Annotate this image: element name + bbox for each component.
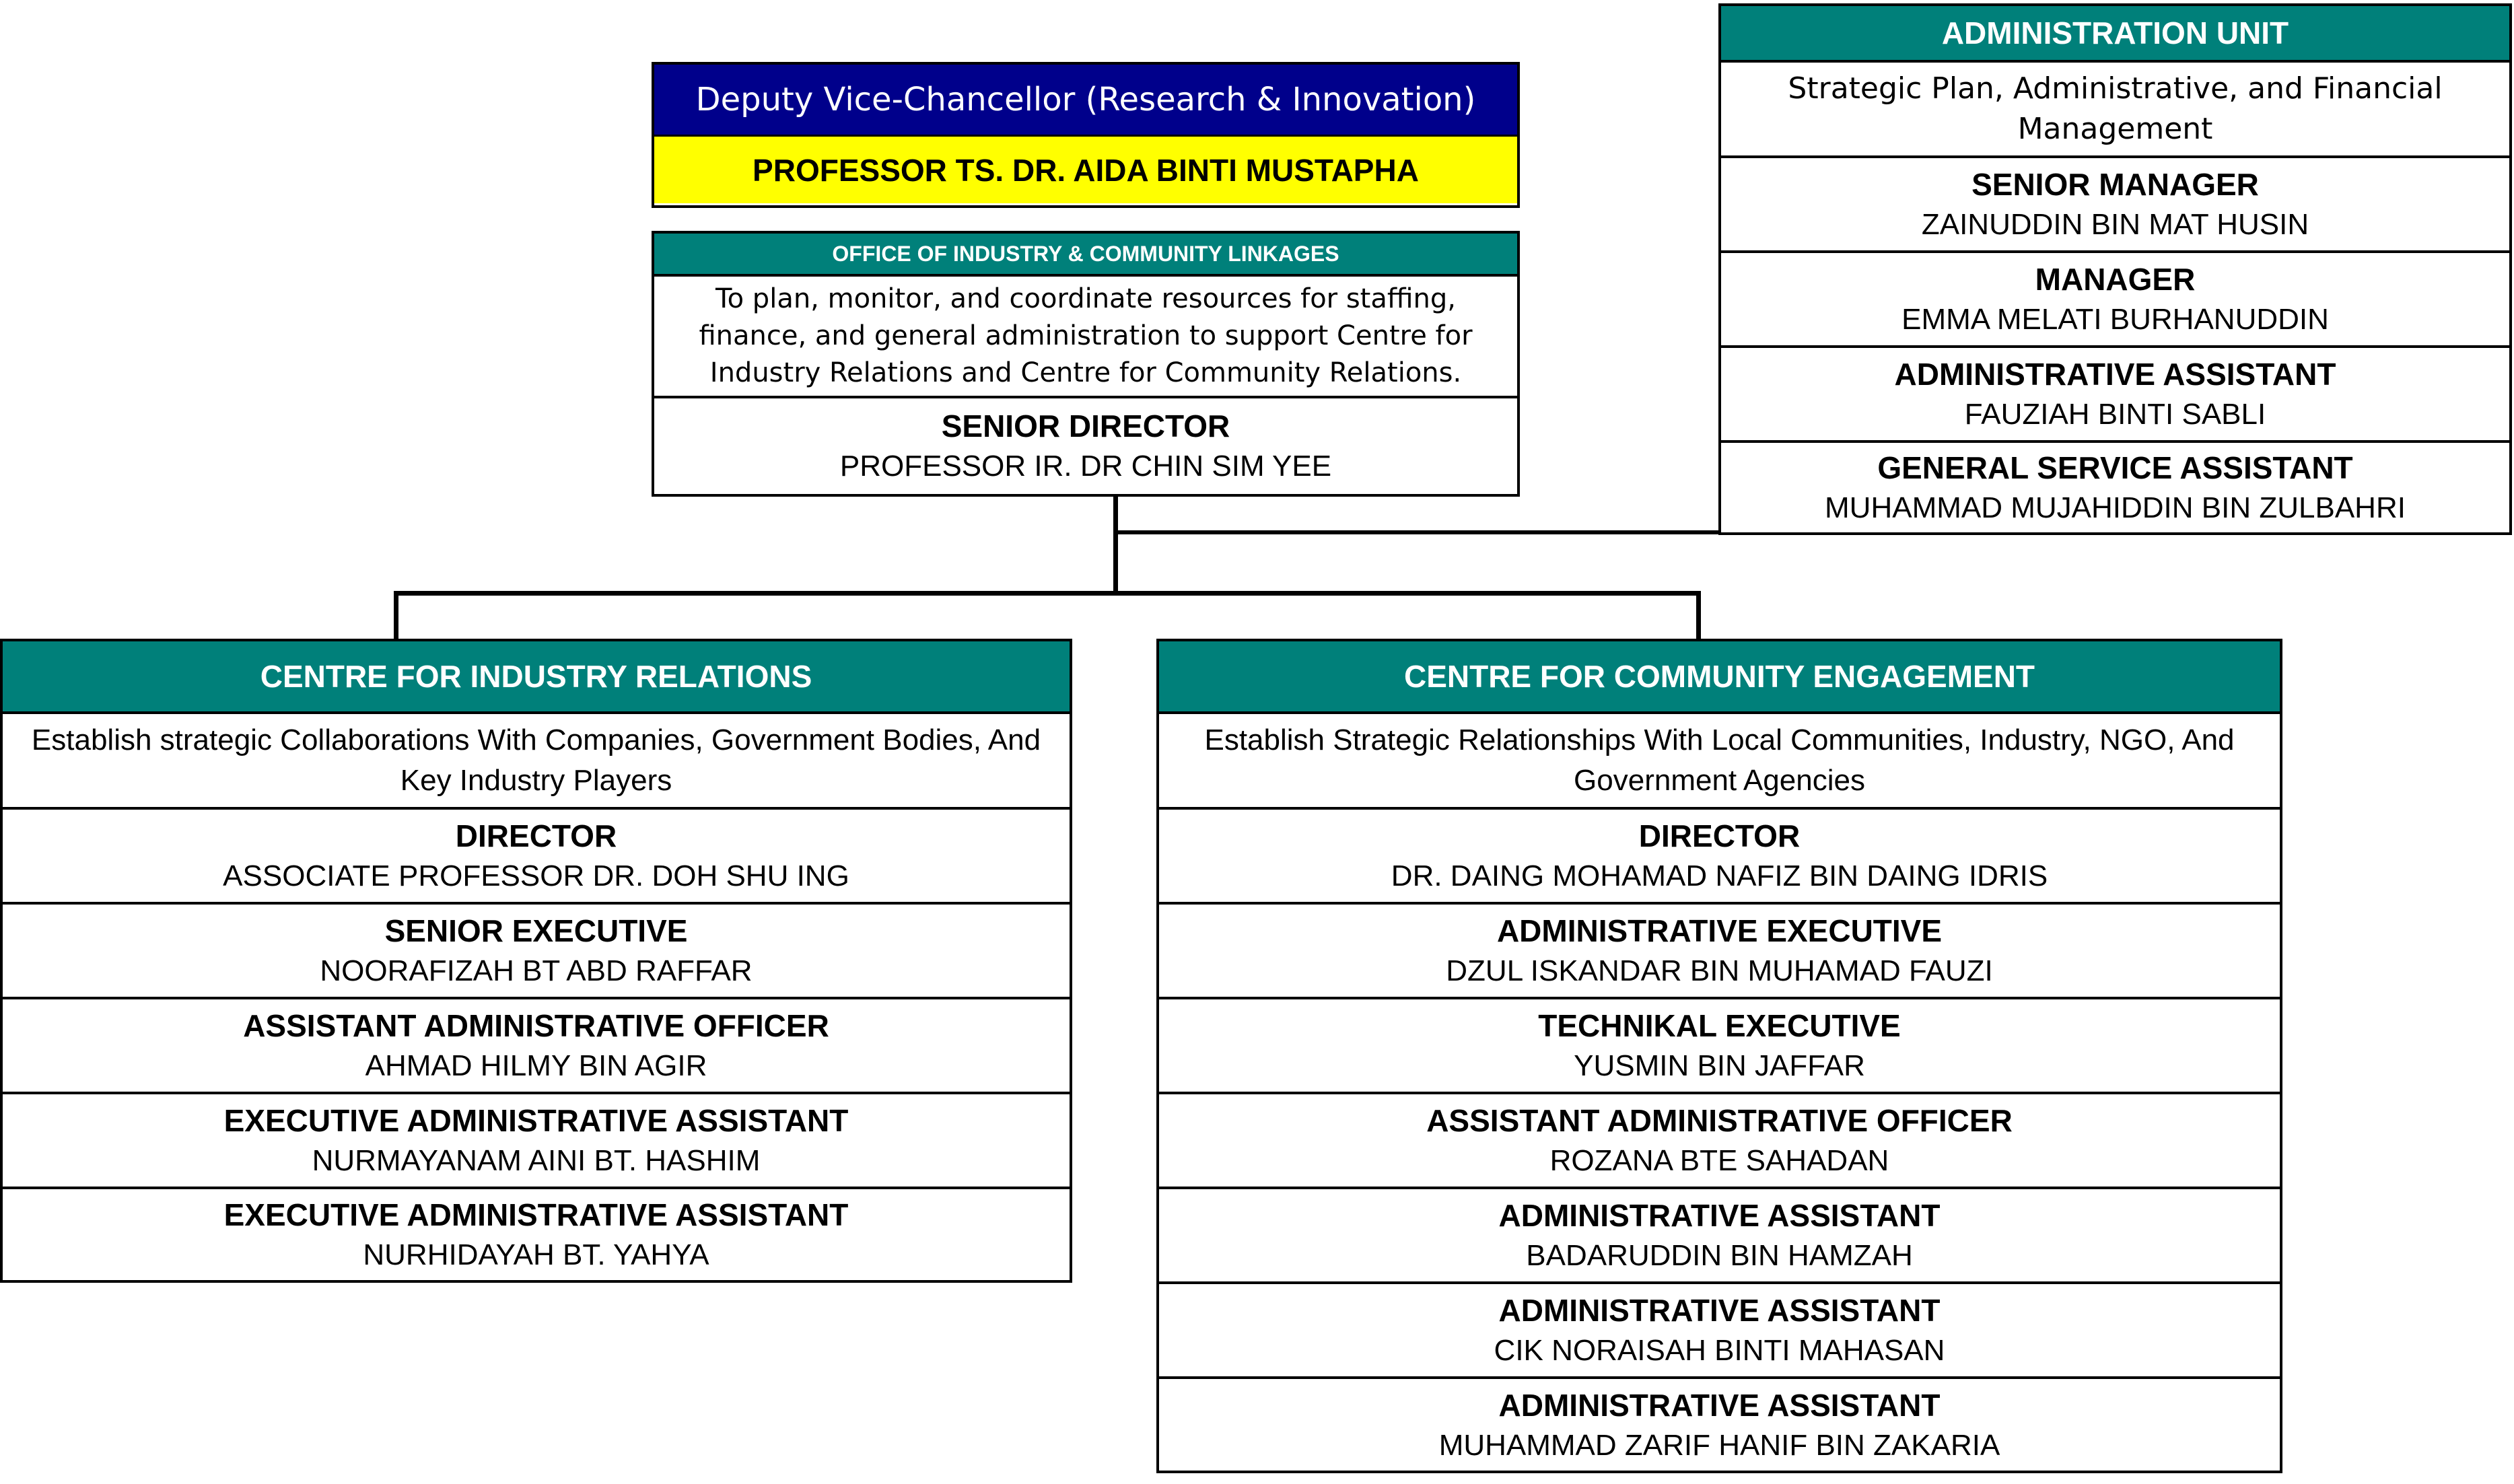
connector-office-down <box>1113 495 1118 593</box>
connector-community <box>1696 591 1701 639</box>
community-centre-description: Establish Strategic Relationships With Local Communities, Industry, NGO, And Government Agencies <box>1159 714 2280 810</box>
community-staff-row <box>1159 1379 2280 1471</box>
staff-role: ADMINISTRATIVE ASSISTANT <box>1498 1197 1941 1233</box>
staff-name: MUHAMMAD MUJAHIDDIN BIN ZULBAHRI <box>1825 491 2406 524</box>
office-box <box>652 231 1520 497</box>
connector-industry <box>394 591 398 639</box>
community-staff-row <box>1159 1284 2280 1379</box>
dvc-box <box>652 62 1520 208</box>
admin-staff-row <box>1721 443 2509 532</box>
staff-role: ADMINISTRATIVE ASSISTANT <box>1498 1387 1941 1423</box>
office-description: To plan, monitor, and coordinate resources for staffing, finance, and general administration to support Centre for Industry Relations and Centre for Community Relations. <box>654 277 1517 398</box>
industry-centre-title: CENTRE FOR INDUSTRY RELATIONS <box>3 641 1070 714</box>
admin-staff-row <box>1721 158 2509 253</box>
dvc-name: PROFESSOR TS. DR. AIDA BINTI MUSTAPHA <box>654 137 1517 203</box>
community-staff-row <box>1159 999 2280 1094</box>
staff-role: GENERAL SERVICE ASSISTANT <box>1877 450 2353 485</box>
staff-role: ADMINISTRATIVE ASSISTANT <box>1894 356 2336 392</box>
admin-unit-title: ADMINISTRATION UNIT <box>1721 6 2509 63</box>
staff-name: DR. DAING MOHAMAD NAFIZ BIN DAING IDRIS <box>1391 859 2048 892</box>
office-head <box>654 398 1517 494</box>
staff-role: ADMINISTRATIVE EXECUTIVE <box>1496 913 1943 948</box>
staff-role: EXECUTIVE ADMINISTRATIVE ASSISTANT <box>223 1102 849 1138</box>
admin-unit-description: Strategic Plan, Administrative, and Financial Management <box>1721 63 2509 158</box>
office-role: SENIOR DIRECTOR <box>941 409 1230 444</box>
staff-name: CIK NORAISAH BINTI MAHASAN <box>1494 1333 1945 1367</box>
industry-staff-row <box>3 810 1070 905</box>
office-title: OFFICE OF INDUSTRY & COMMUNITY LINKAGES <box>654 234 1517 277</box>
connector-to-admin <box>1113 530 1739 534</box>
industry-centre-description: Establish strategic Collaborations With Companies, Government Bodies, And Key Industry Players <box>3 714 1070 810</box>
staff-name: FAUZIAH BINTI SABLI <box>1964 397 2266 431</box>
connector-horizontal <box>394 591 1701 596</box>
community-staff-row <box>1159 905 2280 999</box>
staff-role: SENIOR EXECUTIVE <box>384 913 688 948</box>
community-centre-box <box>1156 639 2282 1473</box>
staff-role: ASSISTANT ADMINISTRATIVE OFFICER <box>243 1008 829 1043</box>
staff-role: EXECUTIVE ADMINISTRATIVE ASSISTANT <box>223 1197 849 1232</box>
community-centre-title: CENTRE FOR COMMUNITY ENGAGEMENT <box>1159 641 2280 714</box>
admin-unit-box <box>1718 3 2512 535</box>
industry-staff-row <box>3 999 1070 1094</box>
staff-name: BADARUDDIN BIN HAMZAH <box>1526 1238 1913 1272</box>
staff-name: NURMAYANAM AINI BT. HASHIM <box>312 1143 761 1177</box>
industry-staff-row <box>3 1094 1070 1189</box>
staff-name: EMMA MELATI BURHANUDDIN <box>1901 302 2329 336</box>
staff-name: MUHAMMAD ZARIF HANIF BIN ZAKARIA <box>1438 1428 2000 1462</box>
staff-role: MANAGER <box>2035 261 2196 297</box>
industry-staff-row <box>3 905 1070 999</box>
staff-role: DIRECTOR <box>1638 818 1801 853</box>
staff-name: AHMAD HILMY BIN AGIR <box>365 1049 707 1082</box>
community-staff-row <box>1159 810 2280 905</box>
staff-name: ZAINUDDIN BIN MAT HUSIN <box>1921 207 2309 241</box>
staff-role: SENIOR MANAGER <box>1971 166 2259 202</box>
office-name: PROFESSOR IR. DR CHIN SIM YEE <box>839 450 1332 483</box>
staff-name: ROZANA BTE SAHADAN <box>1549 1143 1889 1177</box>
staff-role: ADMINISTRATIVE ASSISTANT <box>1498 1292 1941 1328</box>
industry-centre-box <box>0 639 1072 1283</box>
staff-name: ASSOCIATE PROFESSOR DR. DOH SHU ING <box>223 859 849 892</box>
staff-role: TECHNIKAL EXECUTIVE <box>1538 1008 1901 1043</box>
staff-role: DIRECTOR <box>455 818 617 853</box>
staff-name: NOORAFIZAH BT ABD RAFFAR <box>320 954 753 987</box>
community-staff-row <box>1159 1189 2280 1284</box>
community-staff-row <box>1159 1094 2280 1189</box>
dvc-title: Deputy Vice-Chancellor (Research & Innovation) <box>654 65 1517 137</box>
staff-name: NURHIDAYAH BT. YAHYA <box>363 1238 709 1271</box>
staff-role: ASSISTANT ADMINISTRATIVE OFFICER <box>1426 1102 2013 1138</box>
staff-name: YUSMIN BIN JAFFAR <box>1574 1049 1865 1082</box>
staff-name: DZUL ISKANDAR BIN MUHAMAD FAUZI <box>1446 954 1993 987</box>
admin-staff-row <box>1721 348 2509 443</box>
industry-staff-row <box>3 1189 1070 1281</box>
admin-staff-row <box>1721 253 2509 348</box>
